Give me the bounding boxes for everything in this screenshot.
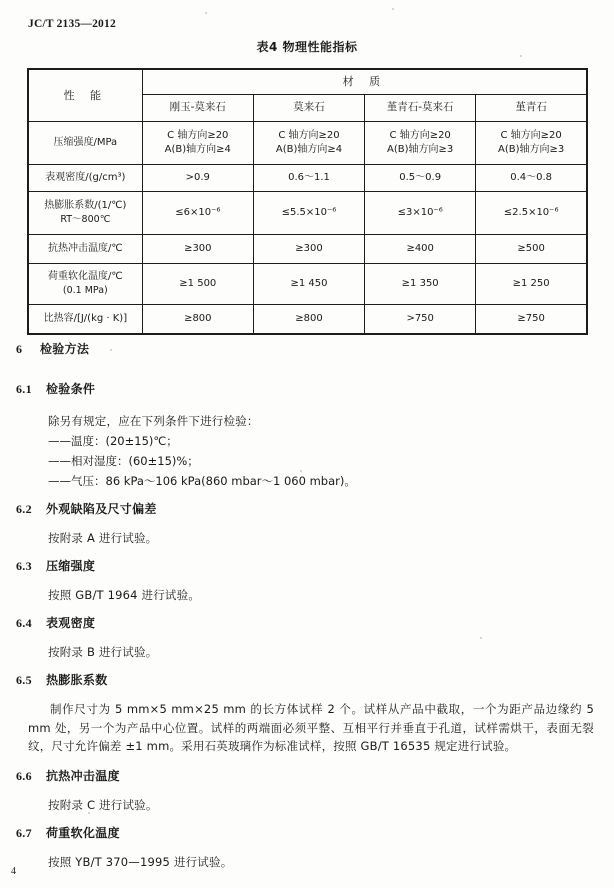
section-heading-6-3 bbox=[16, 557, 614, 574]
section-title: 抗热冲击温度 bbox=[46, 769, 120, 783]
section-title: 压缩强度 bbox=[46, 559, 96, 573]
cell-value bbox=[142, 122, 253, 165]
cell-value: ≥1 250 bbox=[476, 264, 587, 305]
cell-line: A(B)轴方向≥4 bbox=[164, 144, 231, 155]
table-header-row-group bbox=[28, 69, 587, 95]
section-number: 6.7 bbox=[16, 826, 32, 840]
cell-line: A(B)轴方向≥4 bbox=[275, 144, 343, 155]
cell-value bbox=[253, 122, 364, 165]
table-row bbox=[28, 165, 587, 192]
table-body bbox=[28, 122, 587, 335]
cell-line: A(B)轴方向≥3 bbox=[387, 144, 454, 155]
section-6-1-lead: 除另有规定，应在下列条件下进行检验： bbox=[48, 414, 259, 428]
cell-value: 0.4～0.8 bbox=[476, 165, 587, 192]
condition-item-humidity: ——相对湿度：(60±15)%； bbox=[48, 454, 199, 468]
section-heading-6-1 bbox=[16, 380, 614, 397]
cell-line: A(B)轴方向≥3 bbox=[498, 144, 565, 155]
section-title: 热膨胀系数 bbox=[46, 673, 108, 687]
cell-value: ≥800 bbox=[253, 305, 364, 335]
section-number: 6.4 bbox=[16, 616, 32, 630]
header-material-group: 材 质 bbox=[142, 69, 587, 95]
section-6-3-body: 按照 GB/T 1964 进行试验。 bbox=[48, 588, 201, 602]
row-label: 表观密度/(g/cm³) bbox=[28, 165, 142, 192]
cell-value: ≥400 bbox=[365, 235, 476, 264]
cell-line: C 轴方向≥20 bbox=[500, 129, 562, 141]
cell-value: ≥750 bbox=[476, 305, 587, 335]
section-heading-6-4 bbox=[16, 614, 614, 631]
section-6-2-body: 按附录 A 进行试验。 bbox=[48, 531, 158, 545]
table-row bbox=[28, 235, 587, 264]
section-title: 荷重软化温度 bbox=[46, 826, 120, 840]
cell-value: ≤3×10⁻⁶ bbox=[365, 192, 476, 235]
row-label bbox=[28, 192, 142, 235]
section-heading-6-7 bbox=[16, 824, 614, 841]
page-number: 4 bbox=[11, 866, 16, 877]
cell-value bbox=[476, 122, 587, 165]
cell-value: ≤2.5×10⁻⁶ bbox=[476, 192, 587, 235]
row-label-sub: (0.1 MPa) bbox=[62, 285, 108, 297]
section-title: 检验方法 bbox=[40, 342, 90, 356]
table-caption: 表4 物理性能指标 bbox=[256, 40, 358, 54]
cell-line: C 轴方向≥20 bbox=[278, 129, 340, 141]
cell-value: 0.6～1.1 bbox=[253, 165, 364, 192]
section-title: 外观缺陷及尺寸偏差 bbox=[46, 502, 157, 516]
table-row bbox=[28, 305, 587, 335]
row-label-main: 荷重软化温度/℃ bbox=[48, 270, 123, 282]
table-row bbox=[28, 192, 587, 235]
section-heading-6-6 bbox=[16, 767, 614, 784]
cell-value: ≥300 bbox=[142, 235, 253, 264]
section-number: 6.5 bbox=[16, 673, 32, 687]
section-number: 6.3 bbox=[16, 559, 32, 573]
condition-item-pressure: ——气压：86 kPa～106 kPa(860 mbar～1 060 mbar)。 bbox=[48, 474, 356, 488]
cell-value: 0.5～0.9 bbox=[365, 165, 476, 192]
row-label-main: 热膨胀系数/(1/℃) bbox=[44, 199, 127, 211]
cell-line: C 轴方向≥20 bbox=[389, 129, 451, 141]
section-heading-6-2 bbox=[16, 500, 614, 517]
table-row bbox=[28, 122, 587, 165]
header-material-4: 堇青石 bbox=[476, 95, 587, 122]
cell-value: ≤5.5×10⁻⁶ bbox=[253, 192, 364, 235]
row-label bbox=[28, 264, 142, 305]
cell-value: ≥1 500 bbox=[142, 264, 253, 305]
cell-value bbox=[365, 122, 476, 165]
section-heading-6 bbox=[16, 340, 614, 357]
section-title: 表观密度 bbox=[46, 616, 96, 630]
cell-value: >0.9 bbox=[142, 165, 253, 192]
section-number: 6.6 bbox=[16, 769, 32, 783]
running-head-standard-code: JC/T 2135—2012 bbox=[28, 18, 116, 30]
table-head bbox=[28, 69, 587, 122]
physical-properties-table bbox=[27, 68, 588, 335]
header-material-3: 堇青石-莫来石 bbox=[365, 95, 476, 122]
row-label: 压缩强度/MPa bbox=[28, 122, 142, 165]
cell-value: ≥1 450 bbox=[253, 264, 364, 305]
row-label: 抗热冲击温度/℃ bbox=[28, 235, 142, 264]
section-number: 6.2 bbox=[16, 502, 32, 516]
section-6-6-body: 按附录 C 进行试验。 bbox=[48, 798, 158, 812]
table-row bbox=[28, 264, 587, 305]
cell-value: ≤6×10⁻⁶ bbox=[142, 192, 253, 235]
section-6-4-body: 按附录 B 进行试验。 bbox=[48, 645, 158, 659]
cell-line: C 轴方向≥20 bbox=[167, 129, 229, 141]
cell-value: ≥300 bbox=[253, 235, 364, 264]
section-title: 检验条件 bbox=[46, 382, 96, 396]
section-6-5-body: 制作尺寸为 5 mm×5 mm×25 mm 的长方体试样 2 个。试样从产品中截取，一个为距产品边缘约 5 mm 处，另一个为产品中心位置。试样的两端面必须平整、互相平行并垂直于孔道，试样需烘干，表面无裂纹，尺寸允许偏差 ±1 mm。采用石英玻璃作为标准试样，按照 GB/T 16535 规定进行试验。 bbox=[28, 702, 594, 754]
condition-item-temperature: ——温度：(20±15)℃； bbox=[48, 434, 178, 448]
header-material-2: 莫来石 bbox=[253, 95, 364, 122]
row-label: 比热容/[J/(kg · K)] bbox=[28, 305, 142, 335]
section-number: 6.1 bbox=[16, 382, 32, 396]
cell-value: ≥1 350 bbox=[365, 264, 476, 305]
section-heading-6-5 bbox=[16, 671, 614, 688]
section-number: 6 bbox=[16, 342, 23, 356]
cell-value: >750 bbox=[365, 305, 476, 335]
row-label-sub: RT～800℃ bbox=[60, 214, 111, 226]
cell-value: ≥500 bbox=[476, 235, 587, 264]
physical-properties-table-wrapper bbox=[27, 68, 588, 335]
header-property: 性 能 bbox=[28, 69, 142, 122]
header-material-1: 刚玉-莫来石 bbox=[142, 95, 253, 122]
cell-value: ≥800 bbox=[142, 305, 253, 335]
section-6-7-body: 按照 YB/T 370—1995 进行试验。 bbox=[48, 855, 233, 869]
